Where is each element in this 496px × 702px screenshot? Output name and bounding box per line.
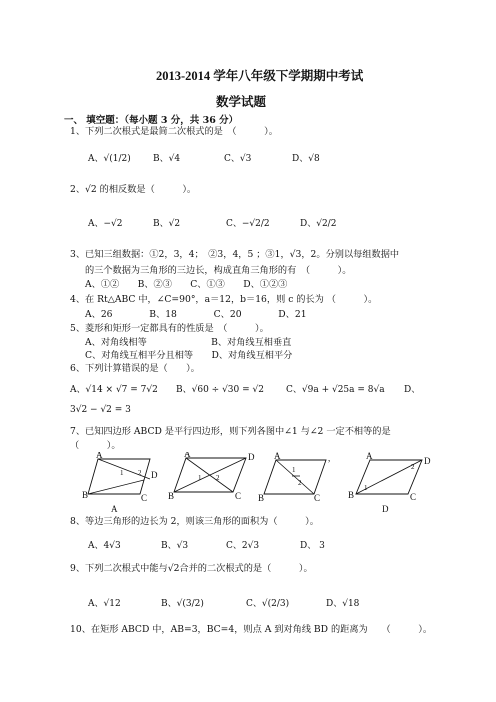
q9-option-b: B、√(3/2) xyxy=(161,599,204,609)
q8-option-a: A、4√3 xyxy=(88,541,121,551)
q7-line1: 7、已知四边形 ABCD 是平行四边形，则下列各图中∠1 与∠2 一定不相等的是 xyxy=(70,426,391,437)
q2-option-a: A、−√2 xyxy=(88,219,123,229)
q8-option-c: C、2√3 xyxy=(226,541,260,551)
q5-stem: 5、菱形和矩形一定都具有的性质是 （ ）。 xyxy=(70,323,269,334)
svg-text:A: A xyxy=(366,452,373,461)
q10-stem: 10、在矩形 ABCD 中，AB=3，BC=4，则点 A 到对角线 BD 的距离为 （ ）。 xyxy=(70,624,433,635)
svg-text:C: C xyxy=(410,492,417,502)
exam-title: 2013-2014 学年八年级下学期期中考试 xyxy=(156,69,364,83)
q9-stem: 9、下列二次根式中能与√2合并的二次根式的是（ ）。 xyxy=(70,563,313,574)
q6-option-b: B、√60 ÷ √30 = √2 xyxy=(176,385,264,395)
q7-figure-a xyxy=(82,452,158,514)
q7-figure-b xyxy=(168,452,255,501)
svg-text:C: C xyxy=(141,493,148,503)
svg-text:B: B xyxy=(82,490,89,500)
q7-figure-d-label: D xyxy=(382,504,389,514)
svg-text:C: C xyxy=(314,493,321,503)
section-heading: 一、 填空题：（每小题 3 分，共 36 分） xyxy=(64,115,239,126)
svg-text:C: C xyxy=(235,491,242,501)
q8-option-d: D、 3 xyxy=(300,541,325,551)
svg-text:B: B xyxy=(168,491,175,501)
q2-stem: 2、√2 的相反数是（ ）。 xyxy=(70,184,197,195)
svg-text:,: , xyxy=(328,453,331,463)
q6-option-d-expr: 3√2 − √2 = 3 xyxy=(70,405,131,415)
svg-text:A: A xyxy=(96,452,103,460)
svg-text:1: 1 xyxy=(120,469,124,477)
q5-options-cd: C、对角线互相平分且相等 D、对角线互相平分 xyxy=(85,350,293,361)
q8-option-b: B、√3 xyxy=(161,541,189,551)
svg-text:A: A xyxy=(274,452,281,461)
q7-figure-d xyxy=(348,452,431,514)
q7-figure-a-label: A xyxy=(111,504,118,514)
q2-option-b: B、√2 xyxy=(153,219,181,229)
svg-text:2: 2 xyxy=(298,479,302,487)
q7-figure-c xyxy=(258,452,330,503)
q5-options-ab: A、对角线相等 B、对角线互相垂直 xyxy=(85,337,292,348)
svg-text:2: 2 xyxy=(216,474,220,482)
exam-subtitle: 数学试题 xyxy=(216,95,267,109)
q6-option-c: C、√9a + √25a = 8√a xyxy=(286,385,385,395)
q6-option-a: A、√14 × √7 = 7√2 xyxy=(70,385,158,395)
q6-stem: 6、下列计算错误的是（ ）。 xyxy=(70,363,200,374)
q1-option-b: B、√4 xyxy=(153,154,181,164)
q7-line2: （ ）。 xyxy=(70,440,121,451)
svg-text:2: 2 xyxy=(411,463,415,471)
svg-text:B: B xyxy=(348,490,355,500)
q3-line2: 的三个数据为三角形的三边长，构成直角三角形的有 （ ）。 xyxy=(85,265,352,276)
svg-text:2: 2 xyxy=(138,469,142,477)
q3-options: A、①② B、②③ C、①③ D、①②③ xyxy=(85,279,288,290)
svg-text:D: D xyxy=(424,456,431,466)
q9-option-d: D、√18 xyxy=(326,599,360,609)
q1-option-a: A、√(1/2) xyxy=(88,154,131,164)
q4-options: A、26 B、18 C、20 D、21 xyxy=(85,309,307,320)
q1-option-d: D、√8 xyxy=(292,154,320,164)
svg-text:1: 1 xyxy=(198,474,202,482)
q7-figures xyxy=(78,452,438,514)
svg-text:1: 1 xyxy=(364,484,368,492)
svg-text:1: 1 xyxy=(292,466,296,474)
q9-option-c: C、√(2/3) xyxy=(246,599,290,609)
q1-option-c: C、√3 xyxy=(224,154,252,164)
svg-text:B: B xyxy=(258,493,265,503)
svg-text:D: D xyxy=(151,470,158,480)
q2-option-c: C、−√2/2 xyxy=(226,219,270,229)
q2-option-d: D、√2/2 xyxy=(300,219,337,229)
q1-stem: 1、下列二次根式是最简二次根式的是 （ ）。 xyxy=(70,126,278,137)
q6-option-d: D、 xyxy=(404,385,421,395)
q3-line1: 3、已知三组数据：①2，3，4； ②3，4，5 ；③1，√3，2。分别以每组数据中 xyxy=(70,249,400,260)
q4-stem: 4、在 Rt△ABC 中，∠C=90°，a＝12，b＝16，则 c 的长为 （ ）。 xyxy=(70,294,378,305)
q9-option-a: A、√12 xyxy=(88,599,121,609)
svg-text:A: A xyxy=(184,452,191,459)
q8-stem: 8、等边三角形的边长为 2，则该三角形的面积为（ ）。 xyxy=(70,516,319,527)
svg-text:D: D xyxy=(248,452,255,462)
